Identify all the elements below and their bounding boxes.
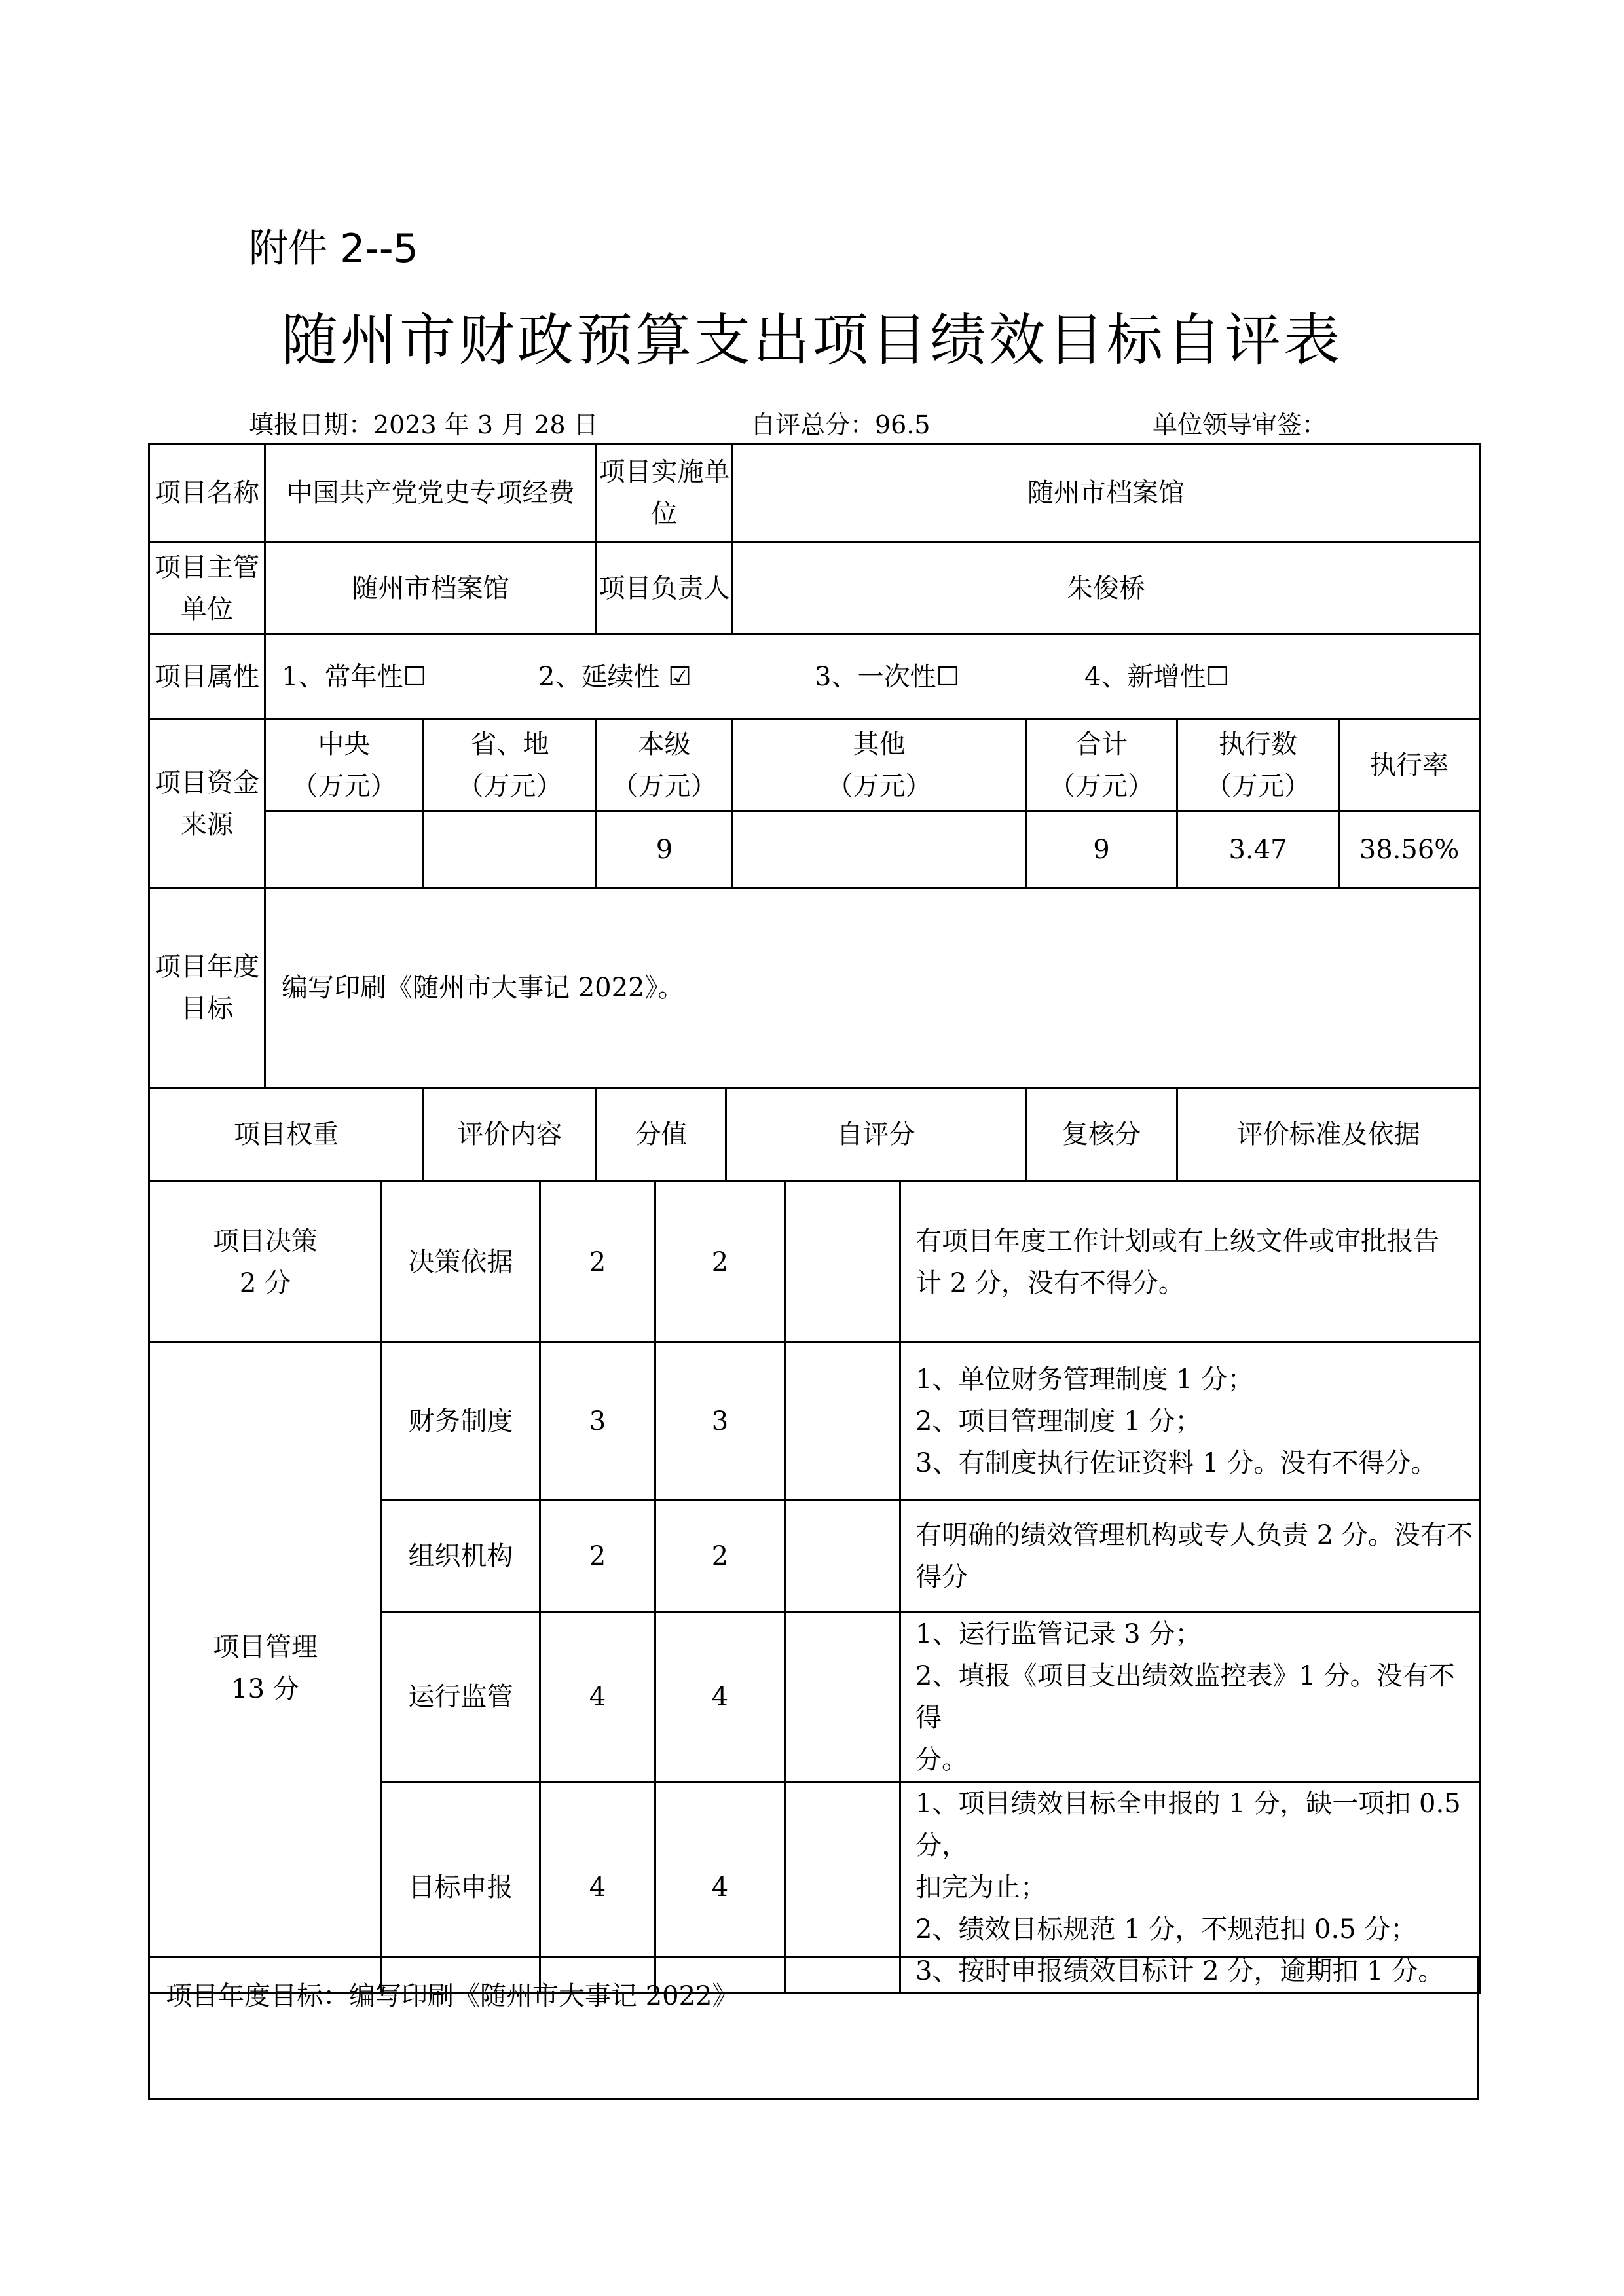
impl-unit-label: 项目实施单位 <box>597 444 733 543</box>
project-name-value: 中国共产党党史专项经费 <box>265 444 597 543</box>
fill-date: 填报日期：2023 年 3 月 28 日 <box>249 410 599 439</box>
leader-label: 项目负责人 <box>597 543 733 634</box>
attribute-row <box>149 634 1480 720</box>
eval-review-score[interactable] <box>785 1613 900 1782</box>
attribute-label: 项目属性 <box>149 634 265 720</box>
attr-option-onetime[interactable]: 3、一次性☐ <box>815 661 960 692</box>
leader-signature-label: 单位领导审签： <box>1153 410 1327 439</box>
eval-review-score[interactable] <box>785 1182 900 1343</box>
eval-header-row <box>149 1088 1480 1181</box>
eval-self-score[interactable]: 2 <box>655 1182 785 1343</box>
fund-source-label-line1: 项目资金 <box>155 767 259 798</box>
impl-unit-value: 随州市档案馆 <box>733 444 1480 543</box>
eval-score: 3 <box>540 1343 655 1500</box>
footer-goal-box <box>148 1956 1479 2100</box>
fund-source-label-line2: 来源 <box>181 809 233 840</box>
fund-header-central: 中央 （万元） <box>265 720 424 811</box>
annual-goal-row <box>149 888 1480 1088</box>
eval-score: 4 <box>540 1613 655 1782</box>
eval-self-score[interactable]: 4 <box>655 1613 785 1782</box>
eval-score: 2 <box>540 1182 655 1343</box>
eval-content: 目标申报 <box>382 1782 540 1994</box>
fund-header-executed: 执行数 （万元） <box>1177 720 1339 811</box>
eval-criteria: 1、运行监管记录 3 分； 2、填报《项目支出绩效监控表》1 分。没有不得 分。 <box>900 1613 1480 1782</box>
fund-header-total: 合计 （万元） <box>1026 720 1177 811</box>
eval-header-content: 评价内容 <box>424 1088 597 1181</box>
project-name-label: 项目名称 <box>149 444 265 543</box>
eval-criteria: 1、单位财务管理制度 1 分； 2、项目管理制度 1 分； 3、有制度执行佐证资料 1 分。没有不得分。 <box>900 1343 1480 1500</box>
eval-header-score: 分值 <box>597 1088 726 1181</box>
eval-header-review-score: 复核分 <box>1026 1088 1177 1181</box>
evaluation-detail-table <box>148 1180 1481 1994</box>
form-title: 随州市财政预算支出项目绩效目标自评表 <box>282 308 1342 373</box>
weight-management: 项目管理 13 分 <box>149 1343 382 1994</box>
eval-self-score[interactable]: 3 <box>655 1343 785 1500</box>
eval-content: 财务制度 <box>382 1343 540 1500</box>
eval-content: 决策依据 <box>382 1182 540 1343</box>
eval-score: 2 <box>540 1500 655 1613</box>
fund-value-total: 9 <box>1026 811 1177 888</box>
fund-value-province <box>424 811 597 888</box>
attr-option-new[interactable]: 4、新增性☐ <box>1084 661 1230 692</box>
evaluation-table <box>148 443 1481 1182</box>
fund-header-province: 省、地 （万元） <box>424 720 597 811</box>
eval-review-score[interactable] <box>785 1343 900 1500</box>
attachment-label: 附件 2--5 <box>249 226 418 272</box>
eval-content: 组织机构 <box>382 1500 540 1613</box>
eval-content: 运行监管 <box>382 1613 540 1782</box>
fund-value-central <box>265 811 424 888</box>
eval-criteria: 有明确的绩效管理机构或专人负责 2 分。没有不 得分 <box>900 1500 1480 1613</box>
fund-header-local: 本级 （万元） <box>597 720 733 811</box>
fund-header-rate: 执行率 <box>1339 720 1480 811</box>
table-row <box>149 1182 1480 1343</box>
supervisor-label: 项目主管单位 <box>149 543 265 634</box>
fund-value-row <box>149 811 1480 888</box>
fund-value-other <box>733 811 1026 888</box>
attribute-options <box>265 634 1480 720</box>
fund-value-rate: 38.56% <box>1339 811 1480 888</box>
fund-value-executed: 3.47 <box>1177 811 1339 888</box>
annual-goal-value: 编写印刷《随州市大事记 2022》。 <box>265 888 1480 1088</box>
attr-option-regular[interactable]: 1、常年性☐ <box>282 661 427 692</box>
fund-header-row <box>149 720 1480 811</box>
leader-value: 朱俊桥 <box>733 543 1480 634</box>
annual-goal-label: 项目年度目标 <box>149 888 265 1088</box>
supervisor-row <box>149 543 1480 634</box>
fund-header-other: 其他 （万元） <box>733 720 1026 811</box>
fund-source-label <box>149 720 265 888</box>
eval-score: 4 <box>540 1782 655 1994</box>
eval-header-criteria: 评价标准及依据 <box>1177 1088 1480 1181</box>
eval-review-score[interactable] <box>785 1500 900 1613</box>
eval-self-score[interactable]: 2 <box>655 1500 785 1613</box>
footer-annual-goal: 项目年度目标：编写印刷《随州市大事记 2022》 <box>149 1958 1478 2099</box>
eval-self-score[interactable]: 4 <box>655 1782 785 1994</box>
total-score: 自评总分：96.5 <box>750 410 931 439</box>
eval-header-self-score: 自评分 <box>726 1088 1026 1181</box>
table-row <box>149 1343 1480 1500</box>
fund-value-local: 9 <box>597 811 733 888</box>
eval-header-weight: 项目权重 <box>149 1088 424 1181</box>
weight-decision: 项目决策 2 分 <box>149 1182 382 1343</box>
eval-criteria: 有项目年度工作计划或有上级文件或审批报告 计 2 分，没有不得分。 <box>900 1182 1480 1343</box>
eval-criteria: 1、项目绩效目标全申报的 1 分，缺一项扣 0.5 分， 扣完为止； 2、绩效目标规范 1 分，不规范扣 0.5 分； 3、按时申报绩效目标计 2 分，逾期扣 1 分。 <box>900 1782 1480 1994</box>
attr-option-continuing[interactable]: 2、延续性 ☑ <box>538 661 692 692</box>
project-name-row <box>149 444 1480 543</box>
supervisor-value: 随州市档案馆 <box>265 543 597 634</box>
